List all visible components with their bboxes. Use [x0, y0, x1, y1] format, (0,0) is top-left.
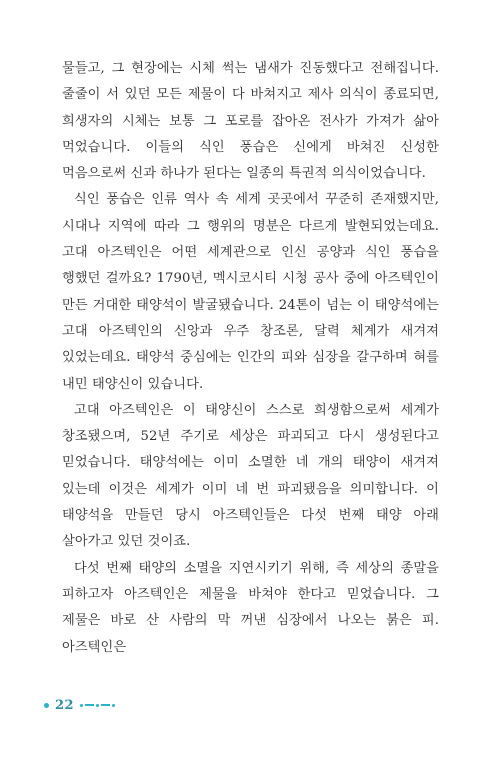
paragraph-continued: 물들고, 그 현장에는 시체 썩는 냄새가 진동했다고 전해집니다. 줄줄이 서 있던 모든 제물이 다 바쳐지고 제사 의식이 종료되면, 희생자의 시체는 보통 그 포로를 잡아온 전사가 가져가 삶아 먹었습니다. 이들의 식인 풍습은 신에게 바쳐진 신성한 먹음으로써 신과 하나가 된다는 일종의 특권적 의식이었습니다. [62, 61, 439, 182]
page-folio [44, 693, 115, 717]
paragraph: 다섯 번째 태양의 소멸을 지연시키기 위해, 즉 세상의 종말을 피하고자 아즈텍인은 제물을 바쳐야 한다고 믿었습니다. 그 제물은 바로 산 사람의 막 꺼낸 심장에서 나오는 붉은 피. 아즈텍인은 [62, 560, 439, 655]
page-number: 22 [55, 697, 75, 713]
folio-dot-icon [44, 703, 49, 708]
body-text [62, 56, 439, 661]
folio-ornament-icon [80, 704, 115, 707]
paragraph: 식인 풍습은 인류 역사 속 세계 곳곳에서 꾸준히 존재했지만, 시대나 지역에 따라 그 행위의 명분은 다르게 발현되었는데요. 고대 아즈텍인은 어떤 세계관으로 인신 공양과 식인 풍습을 행했던 걸까요? 1790년, 멕시코시티 시청 공사 중에 아즈텍인이 만든 거대한 태양석이 발굴됐습니다. 24톤이 넘는 이 태양석에는 고대 아즈텍인의 신앙과 우주 창조론, 달력 체계가 새겨져 있었는데요. 태양석 중심에는 인간의 피와 심장을 갈구하며 혀를 내민 태양신이 있습니다. [62, 192, 439, 392]
paragraph: 고대 아즈텍인은 이 태양신이 스스로 희생함으로써 세계가 창조됐으며, 52년 주기로 세상은 파괴되고 다시 생성된다고 믿었습니다. 태양석에는 이미 소멸한 네 개의 태양이 새겨져 있는데 이것은 세계가 이미 네 번 파괴됐음을 의미합니다. 이 태양석을 만들던 당시 아즈텍인들은 다섯 번째 태양 아래 살아가고 있던 것이죠. [62, 402, 439, 550]
